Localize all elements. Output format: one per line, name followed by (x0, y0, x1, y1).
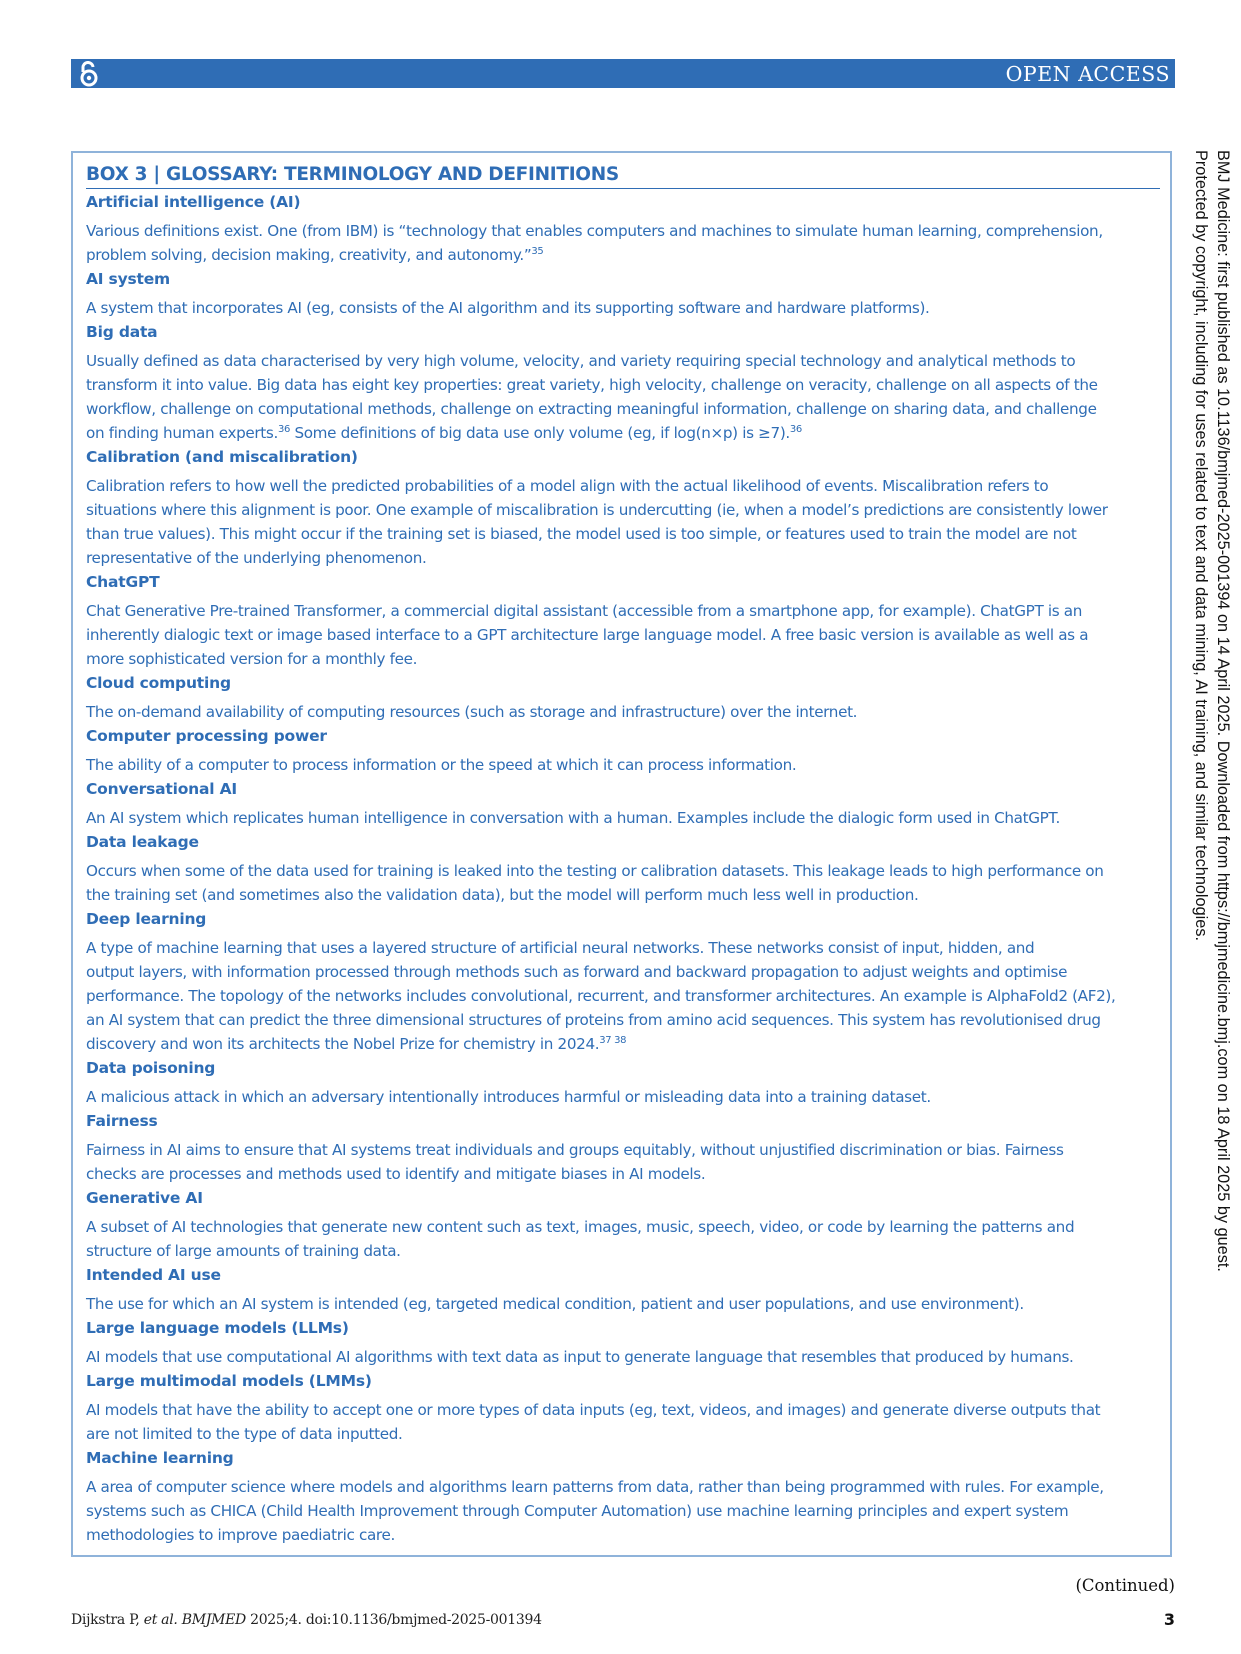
open-access-lock-icon (77, 61, 101, 87)
definition-text: methodologies to improve paediatric care. (86, 1526, 395, 1544)
definition-line (86, 546, 1176, 570)
definition-text: are not limited to the type of data inputted. (86, 1425, 403, 1443)
definition-text: AI models that use computational AI algorithms with text data as input to generate language that resembles that produced by humans. (86, 1348, 1074, 1366)
definition-text: the training set (and sometimes also the validation data), but the model will perform much less well in production. (86, 886, 919, 904)
glossary-definition (86, 1085, 1176, 1109)
definition-text: The ability of a computer to process information or the speed at which it can process information. (86, 756, 797, 774)
definition-text: Some definitions of big data use only volume (eg, if log(n×p) is ≥7). (289, 424, 790, 442)
definition-text: inherently dialogic text or image based interface to a GPT architecture large language model. A free basic version is available as well as a (86, 626, 1089, 644)
continued-label: (Continued) (1075, 1576, 1175, 1595)
definition-text: The use for which an AI system is intended (eg, targeted medical condition, patient and user populations, and use environment). (86, 1295, 1024, 1313)
definition-text: A system that incorporates AI (eg, consists of the AI algorithm and its supporting software and hardware platforms). (86, 299, 930, 317)
definition-line (86, 1162, 1176, 1186)
glossary-box (71, 151, 1172, 1557)
definition-line (86, 1008, 1176, 1032)
side-notice-line2: Protected by copyright, including for uses related to text and data mining, AI training, and similar technologies. (1192, 150, 1210, 941)
glossary-entry (86, 1318, 1176, 1369)
glossary-definition (86, 700, 1176, 724)
definition-text: Fairness in AI aims to ensure that AI systems treat individuals and groups equitably, without unjustified discrimination or bias. Fairness (86, 1141, 1064, 1159)
box-title: BOX 3 | GLOSSARY: TERMINOLOGY AND DEFINITIONS (86, 164, 1160, 189)
glossary-definition (86, 599, 1176, 671)
glossary-term: Artificial intelligence (AI) (86, 193, 301, 211)
glossary-entry (86, 572, 1176, 671)
definition-text: on finding human experts. (86, 424, 278, 442)
reference-superscript: 35 (531, 246, 544, 257)
definition-line (86, 421, 1176, 445)
glossary-definition (86, 936, 1176, 1056)
glossary-definition (86, 1215, 1176, 1263)
open-access-banner (71, 59, 1175, 88)
definition-text: representative of the underlying phenomenon. (86, 549, 427, 567)
definition-text: an AI system that can predict the three dimensional structures of proteins from amino acid sequences. This system has revolutionised drug (86, 1011, 1101, 1029)
glossary-term: Conversational AI (86, 780, 237, 798)
glossary-term: Large language models (LLMs) (86, 1319, 349, 1337)
definition-text: structure of large amounts of training data. (86, 1242, 401, 1260)
glossary-term: Cloud computing (86, 674, 231, 692)
glossary-definition (86, 753, 1176, 777)
definition-line (86, 474, 1176, 498)
open-access-label: OPEN ACCESS (1005, 62, 1170, 86)
glossary-entry (86, 832, 1176, 907)
glossary-definition (86, 296, 1176, 320)
definition-line (86, 397, 1176, 421)
footer-etal: et al. (143, 1612, 178, 1628)
definition-text: discovery and won its architects the Nobel Prize for chemistry in 2024. (86, 1035, 600, 1053)
definition-line (86, 984, 1176, 1008)
glossary-entry (86, 1265, 1176, 1316)
footer-citation (71, 1612, 542, 1628)
glossary-term: Machine learning (86, 1449, 234, 1467)
definition-text: An AI system which replicates human intelligence in conversation with a human. Examples include the dialogic form used in ChatGPT. (86, 809, 1061, 827)
definition-line (86, 1398, 1176, 1422)
definition-text: A type of machine learning that uses a layered structure of artificial neural networks. These networks consist of input, hidden, and (86, 939, 1035, 957)
definition-line (86, 1032, 1176, 1056)
footer-journal: BMJMED (177, 1612, 246, 1628)
definition-line (86, 1292, 1176, 1316)
footer-doi: 2025;4. doi:10.1136/bmjmed-2025-001394 (245, 1612, 542, 1628)
glossary-definition (86, 1138, 1176, 1186)
definition-line (86, 1215, 1176, 1239)
reference-superscript: 37 38 (599, 1035, 627, 1046)
definition-text: output layers, with information processed through methods such as forward and backward propagation to adjust weights and optimise (86, 963, 1068, 981)
definition-text: more sophisticated version for a monthly fee. (86, 650, 418, 668)
glossary-entry (86, 192, 1176, 267)
definition-text: Chat Generative Pre-trained Transformer, a commercial digital assistant (accessible from a smartphone app, for example). ChatGPT is an (86, 602, 1083, 620)
definition-text: A malicious attack in which an adversary intentionally introduces harmful or misleading data into a training dataset. (86, 1088, 931, 1106)
glossary-term: Deep learning (86, 910, 207, 928)
definition-line (86, 1499, 1176, 1523)
definition-text: checks are processes and methods used to identify and mitigate biases in AI models. (86, 1165, 706, 1183)
glossary-term: Data poisoning (86, 1059, 216, 1077)
glossary-definition (86, 1475, 1176, 1547)
definition-line (86, 623, 1176, 647)
definition-text: Calibration refers to how well the predicted probabilities of a model align with the actual likelihood of events. Miscalibration refers to (86, 477, 1049, 495)
definition-line (86, 219, 1176, 243)
footer-authors: Dijkstra P, (71, 1612, 144, 1628)
definition-text: systems such as CHICA (Child Health Improvement through Computer Automation) use machine learning principles and expert system (86, 1502, 1069, 1520)
definition-text: transform it into value. Big data has eight key properties: great variety, high velocity, challenge on veracity, challenge on all aspects of the (86, 376, 1098, 394)
definition-text: AI models that have the ability to accept one or more types of data inputs (eg, text, videos, and images) and generate diverse outputs that (86, 1401, 1101, 1419)
glossary-entry (86, 447, 1176, 570)
glossary-term: Calibration (and miscalibration) (86, 448, 358, 466)
definition-text: Occurs when some of the data used for training is leaked into the testing or calibration datasets. This leakage leads to high performance on (86, 862, 1104, 880)
definition-line (86, 647, 1176, 671)
definition-text: The on-demand availability of computing resources (such as storage and infrastructure) over the internet. (86, 703, 858, 721)
glossary-entry (86, 1188, 1176, 1263)
side-notice-line1: BMJ Medicine: first published as 10.1136/bmjmed-2025-001394 on 14 April 2025. Downloaded from https://bmjmedicine.bmj.com on 18 April 2025 by guest. (1214, 150, 1232, 1272)
definition-text: A subset of AI technologies that generate new content such as text, images, music, speech, video, or code by learning the patterns and (86, 1218, 1075, 1236)
glossary-term: Computer processing power (86, 727, 327, 745)
definition-line (86, 960, 1176, 984)
page-number: 3 (1163, 1610, 1175, 1629)
definition-text: problem solving, decision making, creativity, and autonomy.” (86, 246, 532, 264)
definition-line (86, 859, 1176, 883)
definition-text: Usually defined as data characterised by very high volume, velocity, and variety requiring special technology and analytical methods to (86, 352, 1076, 370)
definition-text: than true values). This might occur if the training set is biased, the model used is too simple, or features used to train the model are not (86, 525, 1077, 543)
definition-line (86, 1523, 1176, 1547)
definition-line (86, 753, 1176, 777)
glossary-entry (86, 1058, 1176, 1109)
definition-text: A area of computer science where models and algorithms learn patterns from data, rather than being programmed with rules. For example, (86, 1478, 1104, 1496)
definition-line (86, 1345, 1176, 1369)
glossary-term: Data leakage (86, 833, 199, 851)
definition-text: situations where this alignment is poor. One example of miscalibration is undercutting (ie, when a model’s predictions are consistently lower (86, 501, 1108, 519)
definition-line (86, 349, 1176, 373)
glossary-term: AI system (86, 270, 170, 288)
glossary-term: Large multimodal models (LMMs) (86, 1372, 372, 1390)
glossary-entry (86, 322, 1176, 445)
definition-text: Various definitions exist. One (from IBM) is “technology that enables computers and machines to simulate human learning, comprehension, (86, 222, 1103, 240)
glossary-entry (86, 1111, 1176, 1186)
reference-superscript: 36 (277, 424, 290, 435)
glossary-entry (86, 673, 1176, 724)
definition-text: workflow, challenge on computational methods, challenge on extracting meaningful information, challenge on sharing data, and challenge (86, 400, 1097, 418)
definition-line (86, 296, 1176, 320)
glossary-entry (86, 726, 1176, 777)
glossary-definition (86, 349, 1176, 445)
glossary-entry (86, 909, 1176, 1056)
definition-line (86, 498, 1176, 522)
glossary-term: Generative AI (86, 1189, 203, 1207)
definition-line (86, 243, 1176, 267)
glossary-term: Intended AI use (86, 1266, 221, 1284)
definition-line (86, 700, 1176, 724)
reference-superscript: 36 (789, 424, 802, 435)
glossary-entry (86, 1448, 1176, 1547)
definition-line (86, 806, 1176, 830)
glossary-entry (86, 269, 1176, 320)
definition-text: performance. The topology of the networks includes convolutional, recurrent, and transformer architectures. An example is AlphaFold2 (AF2), (86, 987, 1116, 1005)
glossary-definition (86, 474, 1176, 570)
definition-line (86, 522, 1176, 546)
definition-line (86, 936, 1176, 960)
definition-line (86, 1138, 1176, 1162)
glossary-definition (86, 1292, 1176, 1316)
definition-line (86, 1475, 1176, 1499)
glossary-term: ChatGPT (86, 573, 160, 591)
definition-line (86, 1422, 1176, 1446)
glossary-definition (86, 1398, 1176, 1446)
glossary-definition (86, 806, 1176, 830)
glossary-definition (86, 219, 1176, 267)
definition-line (86, 1239, 1176, 1263)
glossary-term: Big data (86, 323, 158, 341)
glossary-definition (86, 1345, 1176, 1369)
definition-line (86, 373, 1176, 397)
glossary-entry (86, 779, 1176, 830)
definition-line (86, 599, 1176, 623)
glossary-entry (86, 1371, 1176, 1446)
definition-line (86, 1085, 1176, 1109)
definition-line (86, 883, 1176, 907)
glossary-definition (86, 859, 1176, 907)
glossary-term: Fairness (86, 1112, 158, 1130)
glossary-list (86, 192, 1176, 1549)
